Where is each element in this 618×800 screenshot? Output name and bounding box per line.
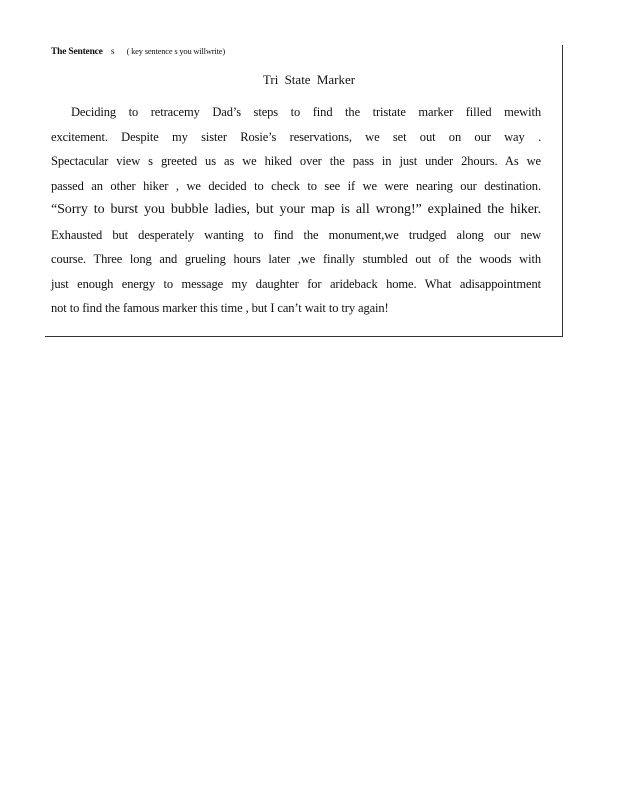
- paragraph-line: course. Three long and grueling hours later ,we finally stumbled out of the woods with: [51, 252, 541, 266]
- paragraph-line: “Sorry to burst you bubble ladies, but your map is all wrong!” explained the hiker.: [51, 202, 541, 217]
- paragraph-line: excitement. Despite my sister Rosie’s reservations, we set out on our way .: [51, 129, 541, 144]
- paragraph-line: passed an other hiker , we decided to check to see if we were nearing our destination.: [51, 178, 541, 193]
- header-line: [51, 46, 225, 57]
- header-label-rest: s: [110, 47, 115, 57]
- paragraph-line: Exhausted but desperately wanting to find the monument,we trudged along our new: [51, 227, 541, 242]
- document-title: Tri State Marker: [262, 72, 356, 87]
- paragraph-line: just enough energy to message my daughter for arideback home. What adisappointment: [51, 276, 541, 291]
- paragraph: [51, 100, 541, 321]
- header-note: ( key sentence s you willwrite): [126, 46, 225, 56]
- paragraph-line: Spectacular view s greeted us as we hiked over the pass in just under 2hours. As we: [51, 154, 541, 168]
- paragraph-line: Deciding to retracemy Dad’s steps to find the tristate marker filled mewith: [71, 105, 541, 119]
- header-label-bold: The Sentence: [51, 47, 103, 57]
- paragraph-line: not to find the famous marker this time , but I can’t wait to try again!: [51, 301, 389, 315]
